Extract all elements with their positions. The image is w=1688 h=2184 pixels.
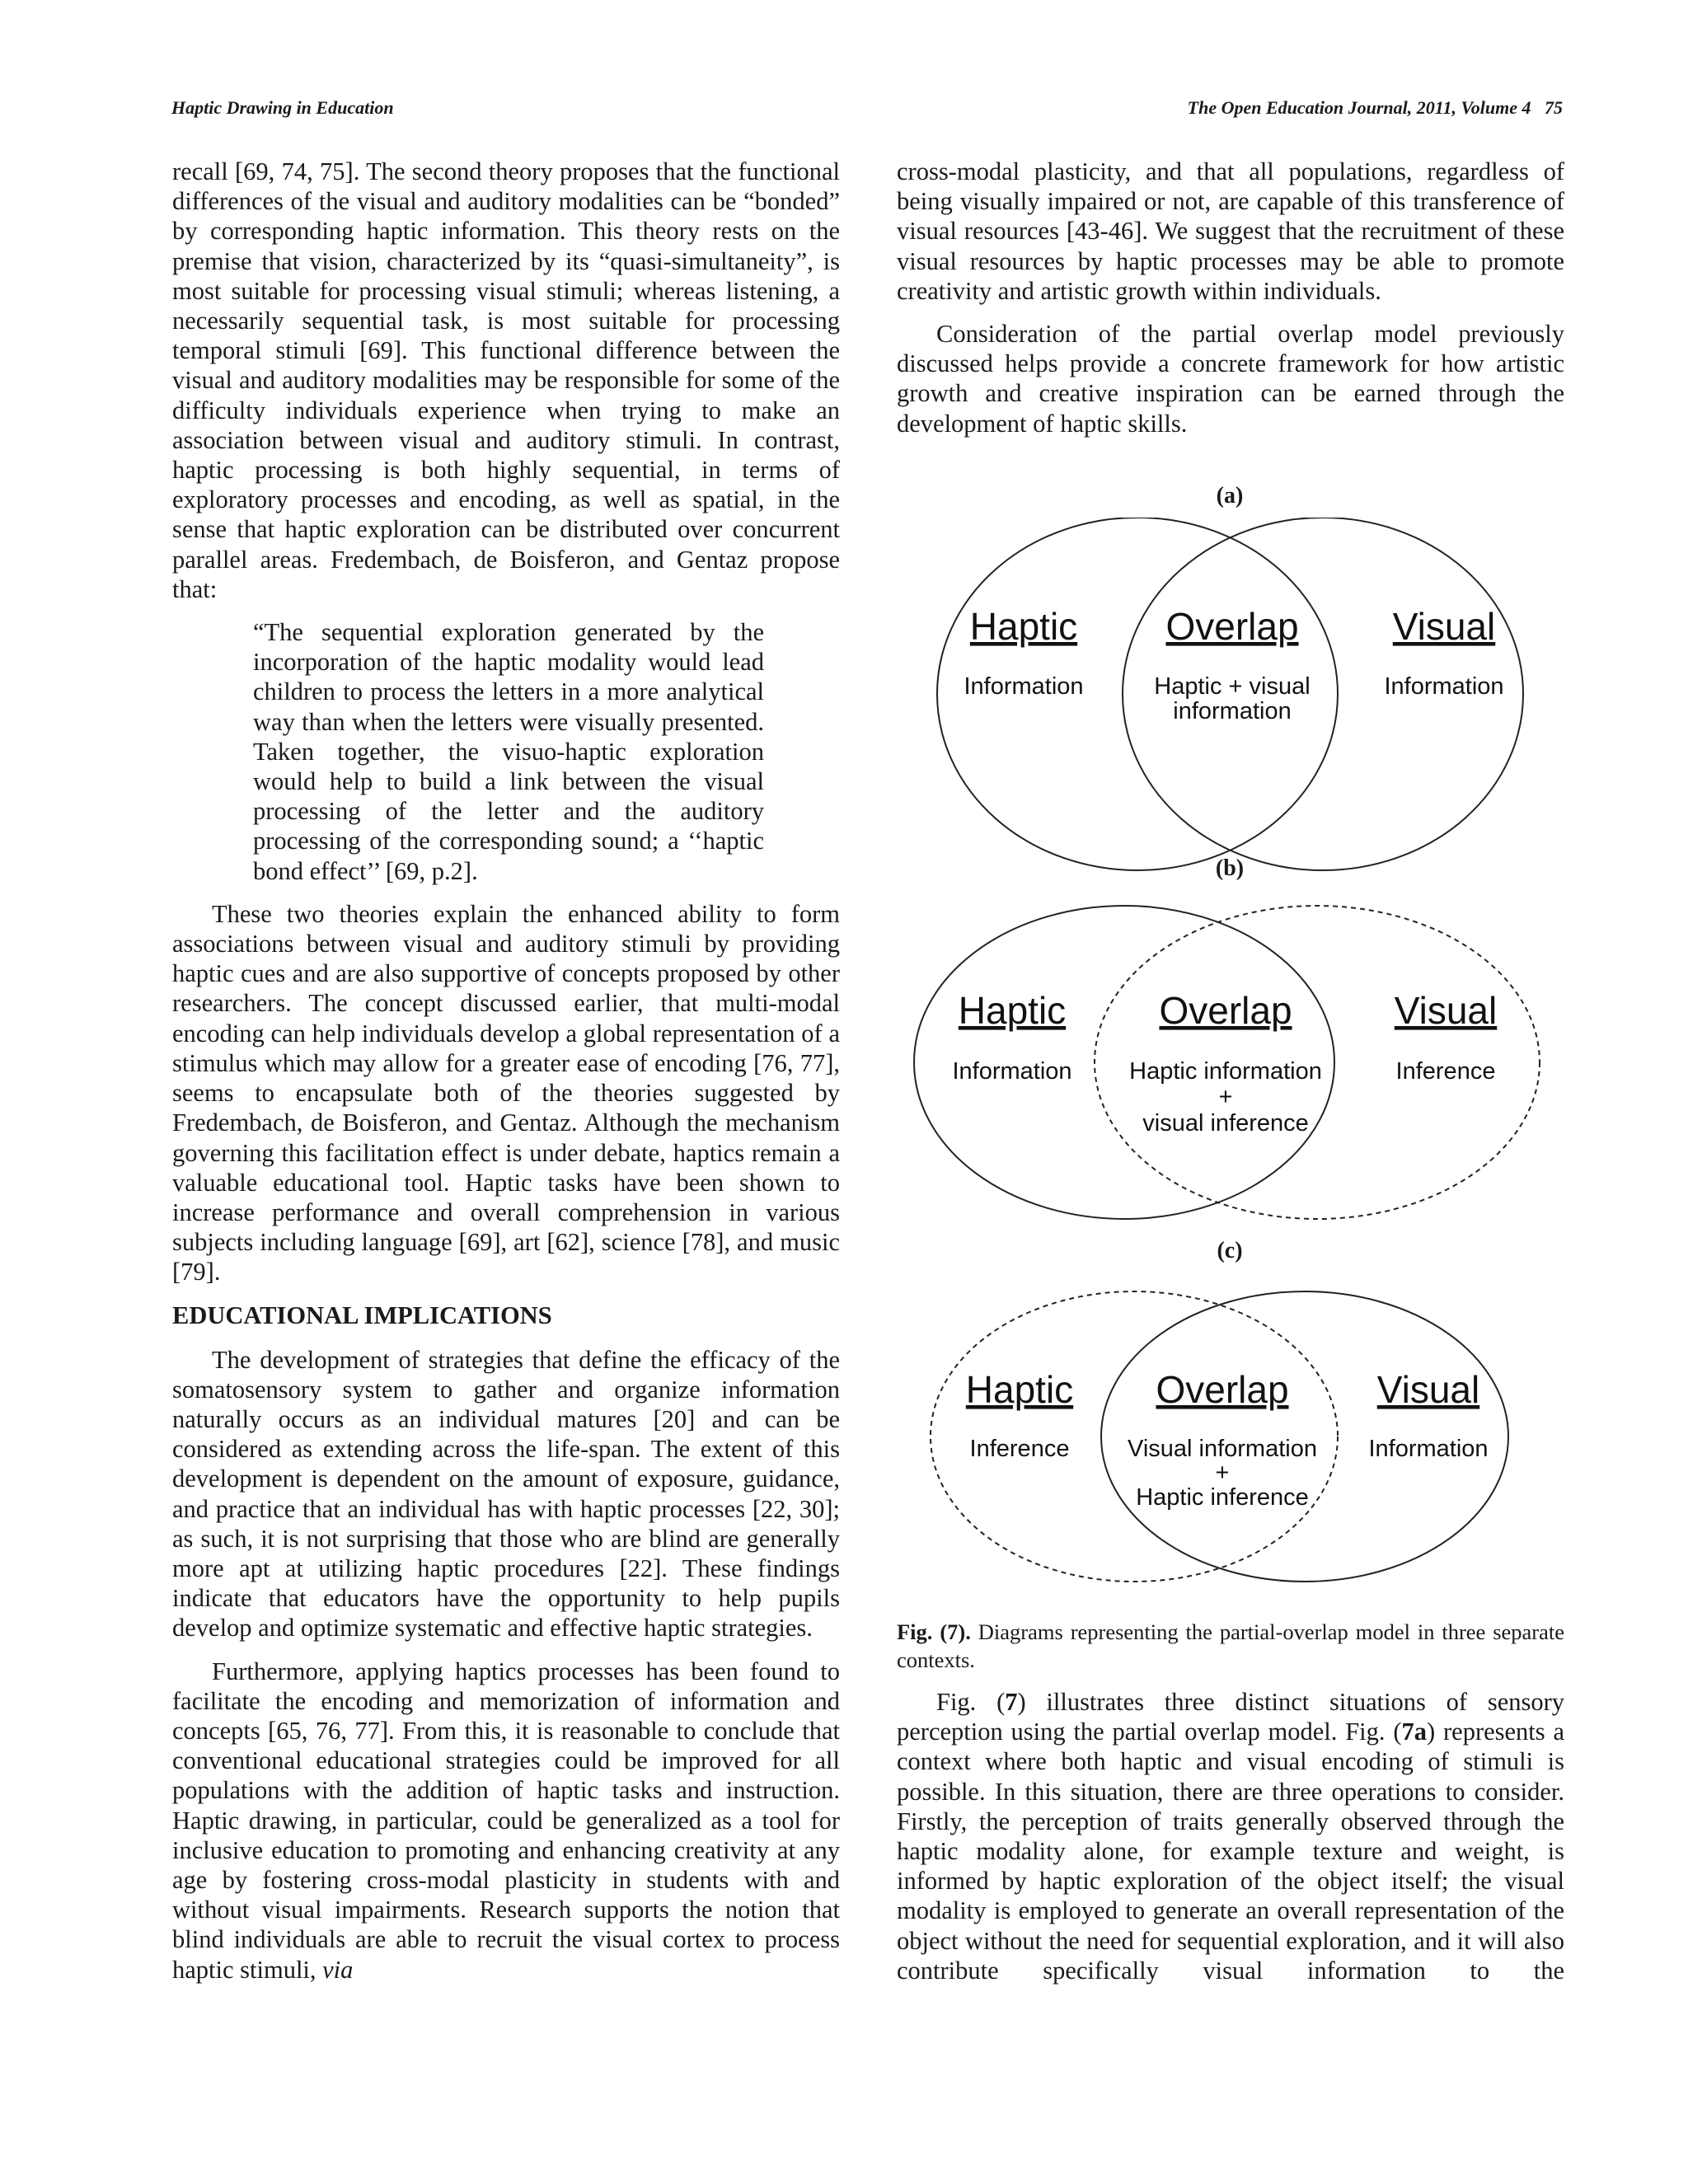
right-column-bottom xyxy=(897,1687,1564,1999)
running-head-title: Haptic Drawing in Education xyxy=(171,97,394,118)
paragraph: These two theories explain the enhanced ability to form associations between visual and auditory stimuli by providing haptic cues and are also supportive of concepts proposed by other researchers. The concept discussed earlier, that multi-modal encoding can help individuals develop a global representation of a stimulus which may allow for a greater ease of encoding [76, 77], seems to encapsulate both of the theories suggested by Fredembach, de Boisferon, and Gentaz. Although the mechanism governing this facilitation effect is under debate, haptics remain a valuable educational tool. Haptic tasks have been shown to increase performance and overall comprehension in various subjects including language [69], art [62], science [78], and music [79]. xyxy=(172,899,840,1286)
panel-label-b: (b) xyxy=(1215,855,1245,881)
right-subtitle: Information xyxy=(1368,1436,1489,1462)
right-subtitle: Inference xyxy=(1395,1058,1496,1085)
block-quote: “The sequential exploration generated by the incorporation of the haptic modality would lead children to process the letters in a more analytical way than when the letters were visually presented. Taken together, the visuo-haptic exploration would help to build a link between the visual processing of the letter and the auditory processing of the corresponding sound; a ‘‘haptic bond effect’’ [69, p.2]. xyxy=(253,618,764,885)
left-subtitle: Information xyxy=(952,1058,1072,1085)
left-title: Haptic xyxy=(969,605,1078,648)
left-title: Haptic xyxy=(965,1368,1074,1411)
right-title: Visual xyxy=(1394,989,1498,1032)
page-number: 75 xyxy=(1545,97,1563,118)
overlap-title: Overlap xyxy=(1156,1368,1289,1411)
paragraph: The development of strategies that define the efficacy of the somatosensory system to gather and organize information naturally occurs as an individual matures [20] and can be considered as extending across the life-span. The extent of this development is dependent on the amount of exposure, guidance, and practice that an individual has with haptic processes [22, 30]; as such, it is not surprising that those who are blind are generally more apt at utilizing haptic procedures [22]. These findings indicate that educators have the opportunity to help pupils develop and optimize systematic and effective haptic strategies. xyxy=(172,1345,840,1643)
right-title: Visual xyxy=(1392,605,1496,648)
text-run: Fig. ( xyxy=(936,1688,1006,1716)
caption-text: Diagrams representing the partial-overlap model in three separate contexts. xyxy=(897,1619,1565,1672)
overlap-title: Overlap xyxy=(1159,989,1292,1032)
running-head-journal xyxy=(1188,97,1563,119)
panel-label-a: (a) xyxy=(1216,483,1244,509)
overlap-line-2: information xyxy=(1173,698,1292,724)
paragraph: Consideration of the partial overlap model previously discussed helps provide a concrete framework for how artistic growth and creative inspiration can be earned through the development of haptic skills. xyxy=(897,320,1564,438)
paragraph-text: Furthermore, applying haptics processes has been found to facilitate the encoding and memorization of information and concepts [65, 76, 77]. From this, it is reasonable to conclude that conventional educational strategies could be improved for all populations with the addition of haptic tasks and instruction. Haptic drawing, in particular, could be generalized as a tool for inclusive education to promoting and enhancing creativity at any age by fostering cross-modal plasticity in students with and without visual impairments. Research supports the notion that blind individuals are able to recruit the visual cortex to process haptic stimuli, xyxy=(172,1657,840,1984)
overlap-line-2: + xyxy=(1215,1460,1230,1486)
overlap-line-2: + xyxy=(1218,1084,1233,1110)
paragraph: cross-modal plasticity, and that all populations, regardless of being visually impaired or not, are capable of this transference of visual resources [43-46]. We suggest that the recruitment of these visual resources by haptic processes may be able to promote creativity and artistic growth within individuals. xyxy=(897,157,1564,305)
paragraph xyxy=(172,1657,840,1985)
paragraph xyxy=(897,1687,1564,1985)
left-subtitle: Inference xyxy=(969,1436,1070,1462)
overlap-line-3: visual inference xyxy=(1142,1110,1309,1137)
fig-ref: 7 xyxy=(1005,1688,1018,1716)
paragraph: recall [69, 74, 75]. The second theory proposes that the functional differences of the visual and auditory modalities can be “bonded” by corresponding haptic information. This theory rests on the premise that vision, characterized by its “quasi-simultaneity”, is most suitable for processing visual stimuli; whereas listening, a necessarily sequential task, is most suitable for processing temporal stimuli [69]. This functional difference between the visual and auditory modalities may be responsible for some of the difficulty individuals experience when trying to make an association between visual and auditory stimuli. In contrast, haptic processing is both highly sequential, in terms of exploratory processes and encoding, as well as spatial, in the sense that haptic exploration can be distributed over concurrent parallel areas. Fredembach, de Boisferon, and Gentaz propose that: xyxy=(172,157,840,603)
overlap-line-3: Haptic inference xyxy=(1136,1484,1309,1511)
section-heading: EDUCATIONAL IMPLICATIONS xyxy=(172,1301,552,1329)
left-subtitle: Information xyxy=(964,673,1084,700)
overlap-line-1: Haptic + visual xyxy=(1154,673,1311,700)
venn-diagram-b xyxy=(890,900,1574,1230)
right-title: Visual xyxy=(1376,1368,1480,1411)
overlap-line-1: Haptic information xyxy=(1129,1058,1322,1085)
overlap-title: Overlap xyxy=(1165,605,1299,648)
left-title: Haptic xyxy=(958,989,1067,1032)
left-column xyxy=(172,157,840,1998)
text-run: ) represents a context where both haptic and visual encoding of stimuli is possible. In this situation, there are three operations to consider. Firstly, the perception of traits generally observed through the haptic modality alone, for example texture and weight, is informed by haptic exploration of the object itself; the visual modality is employed to generate an overall representation of the object without the need for sequential exploration, and it will also contribute specifically visual information to the xyxy=(897,1718,1564,1985)
right-subtitle: Information xyxy=(1384,673,1504,700)
journal-name: The Open Education Journal, 2011, Volume 4 xyxy=(1187,97,1531,118)
right-column-top xyxy=(897,157,1564,452)
venn-diagram-a xyxy=(890,518,1574,880)
overlap-line-1: Visual information xyxy=(1128,1436,1317,1462)
caption-label: Fig. (7). xyxy=(897,1619,971,1644)
fig-ref: 7a xyxy=(1401,1718,1428,1746)
figure-caption xyxy=(897,1618,1564,1674)
panel-label-c: (c) xyxy=(1217,1238,1243,1263)
text-run: ) illustrates three distinct situations of sensory perception using the partial overlap model. Fig. ( xyxy=(897,1688,1565,1746)
venn-diagram-c xyxy=(890,1287,1574,1601)
italic-word: via xyxy=(322,1955,354,1984)
